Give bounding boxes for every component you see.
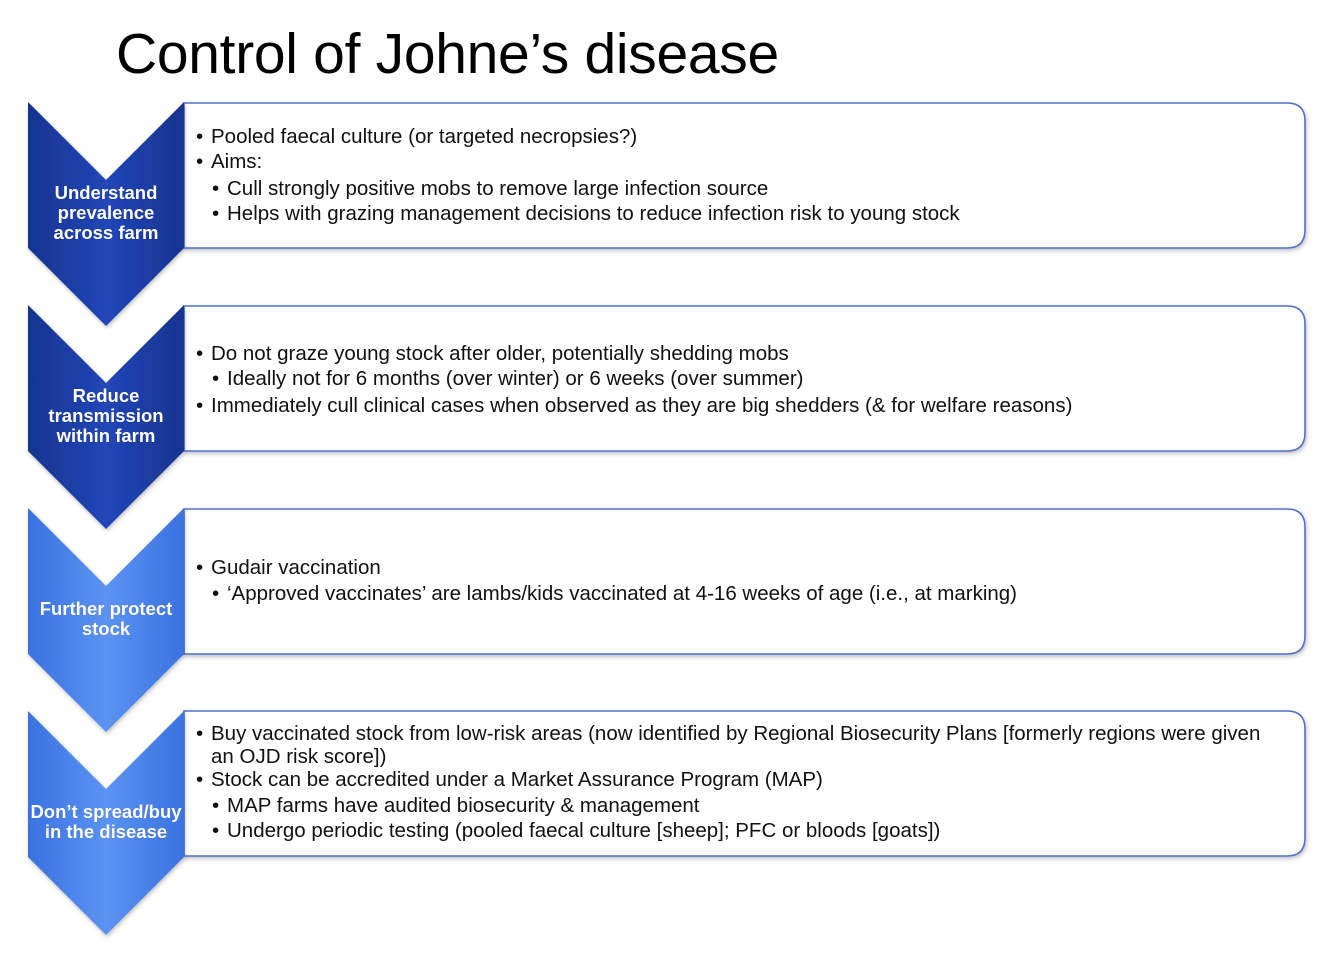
bullet-item: • Aims: [196, 149, 1286, 174]
bullet-item: • Stock can be accredited under a Market Assurance Program (MAP) [196, 768, 1286, 791]
step-2-content [196, 341, 1286, 418]
step-3-content [196, 555, 1286, 606]
sub-bullet-item: • ‘Approved vaccinates’ are lambs/kids vaccinated at 4-16 weeks of age (i.e., at marking) [196, 581, 1286, 606]
sub-bullet-item: • Undergo periodic testing (pooled faecal culture [sheep]; PFC or bloods [goats]) [196, 819, 1286, 842]
step-3-bullet-list [196, 555, 1286, 606]
step-4-content [196, 722, 1286, 842]
step-1-label: Understand prevalence across farm [53, 182, 159, 243]
bullet-item: • Gudair vaccination [196, 555, 1286, 580]
bullet-item: • Immediately cull clinical cases when observed as they are big shedders (& for welfare reasons) [196, 393, 1286, 418]
bullet-item: • Buy vaccinated stock from low-risk areas (now identified by Regional Biosecurity Plans [formerly regions were given an OJD risk score]) [196, 722, 1286, 768]
page-title: Control of Johne’s disease [116, 22, 779, 86]
step-2-label: Reduce transmission within farm [48, 385, 164, 446]
step-3-label: Further protect stock [39, 598, 173, 639]
step-1-content [196, 124, 1286, 226]
sub-bullet-item: • Cull strongly positive mobs to remove large infection source [196, 176, 1286, 201]
step-4-bullet-list [196, 722, 1286, 842]
sub-bullet-item: • Helps with grazing management decisions to reduce infection risk to young stock [196, 201, 1286, 226]
bullet-item: • Do not graze young stock after older, potentially shedding mobs [196, 341, 1286, 366]
step-1-bullet-list [196, 124, 1286, 226]
step-2-bullet-list [196, 341, 1286, 418]
sub-bullet-item: • MAP farms have audited biosecurity & management [196, 794, 1286, 817]
bullet-item: • Pooled faecal culture (or targeted necropsies?) [196, 124, 1286, 149]
sub-bullet-item: • Ideally not for 6 months (over winter) or 6 weeks (over summer) [196, 366, 1286, 391]
step-4-label: Don’t spread/buy in the disease [30, 801, 182, 842]
